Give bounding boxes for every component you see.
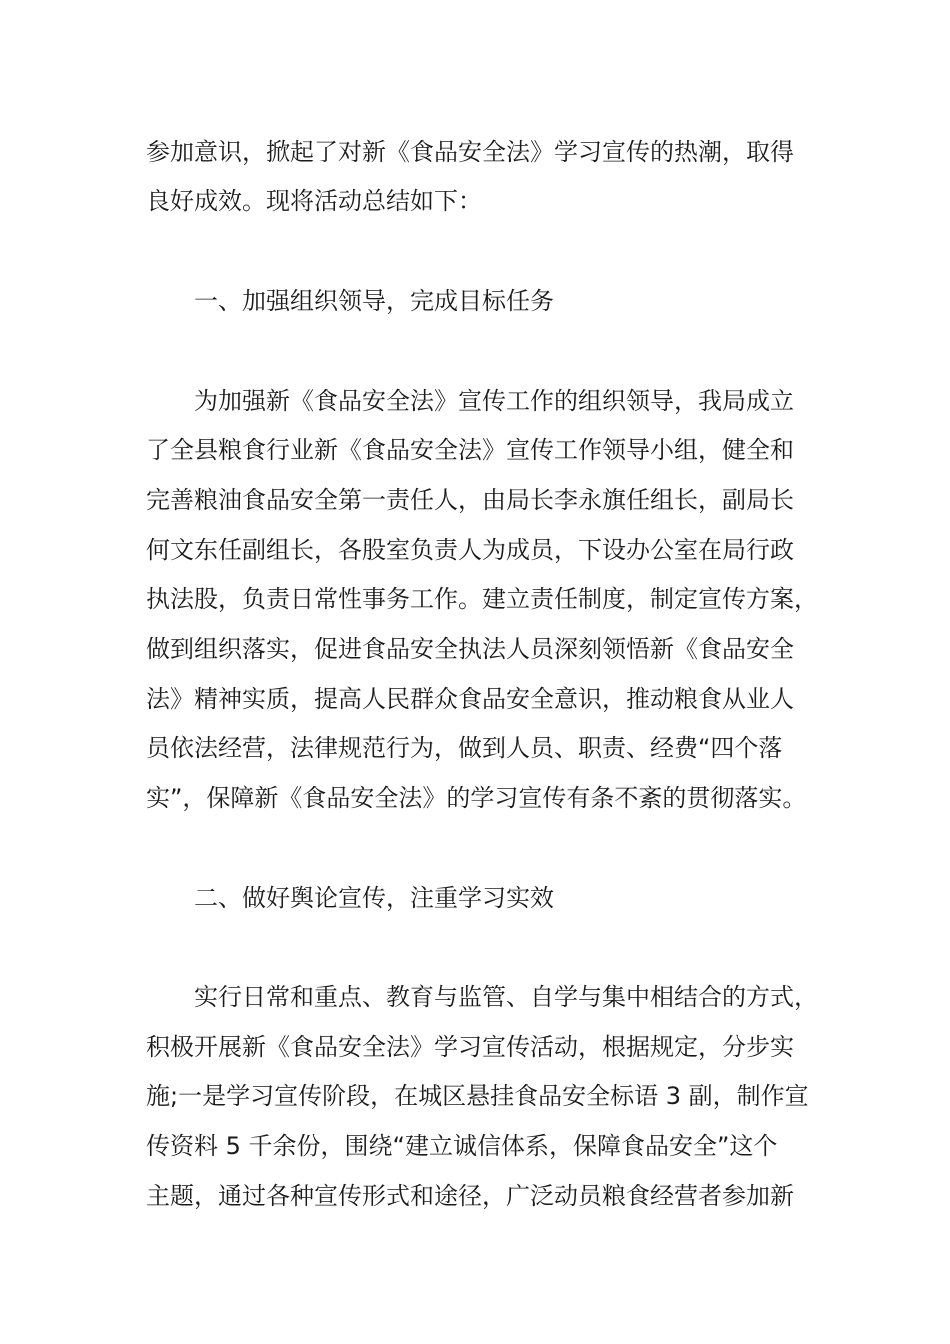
paragraph-line: 执法股，负责日常性事务工作。建立责任制度，制定宣传方案，	[146, 585, 818, 613]
paragraph-line: 做到组织落实，促进食品安全执法人员深刻领悟新《食品安全	[146, 635, 794, 663]
paragraph-line: 实行日常和重点、教育与监管、自学与集中相结合的方式，	[194, 983, 818, 1011]
paragraph-line: 完善粮油食品安全第一责任人，由局长李永旗任组长，副局长	[146, 486, 794, 514]
paragraph-line: 主题，通过各种宣传形式和途径，广泛动员粮食经营者参加新	[146, 1182, 794, 1210]
paragraph-line: 何文东任副组长，各股室负责人为成员，下设办公室在局行政	[146, 536, 794, 564]
section-heading-1: 一、加强组织领导，完成目标任务	[194, 287, 554, 315]
paragraph-line: 施;一是学习宣传阶段，在城区悬挂食品安全标语 3 副，制作宣	[146, 1082, 809, 1110]
section-heading-2: 二、做好舆论宣传，注重学习实效	[194, 884, 554, 912]
paragraph-line: 为加强新《食品安全法》宣传工作的组织领导，我局成立	[194, 387, 794, 415]
paragraph-line: 了全县粮食行业新《食品安全法》宣传工作领导小组，健全和	[146, 436, 794, 464]
paragraph-line: 积极开展新《食品安全法》学习宣传活动，根据规定，分步实	[146, 1033, 794, 1061]
paragraph-line: 员依法经营，法律规范行为，做到人员、职责、经费“四个落	[146, 734, 783, 762]
paragraph-line: 传资料 5 千余份，围绕“建立诚信体系，保障食品安全”这个	[146, 1132, 778, 1160]
paragraph-line: 法》精神实质，提高人民群众食品安全意识，推动粮食从业人	[146, 685, 794, 713]
intro-line: 参加意识，掀起了对新《食品安全法》学习宣传的热潮，取得	[146, 138, 794, 166]
intro-line: 良好成效。现将活动总结如下：	[146, 187, 482, 215]
paragraph-line: 实”，保障新《食品安全法》的学习宣传有条不紊的贯彻落实。	[146, 784, 807, 812]
